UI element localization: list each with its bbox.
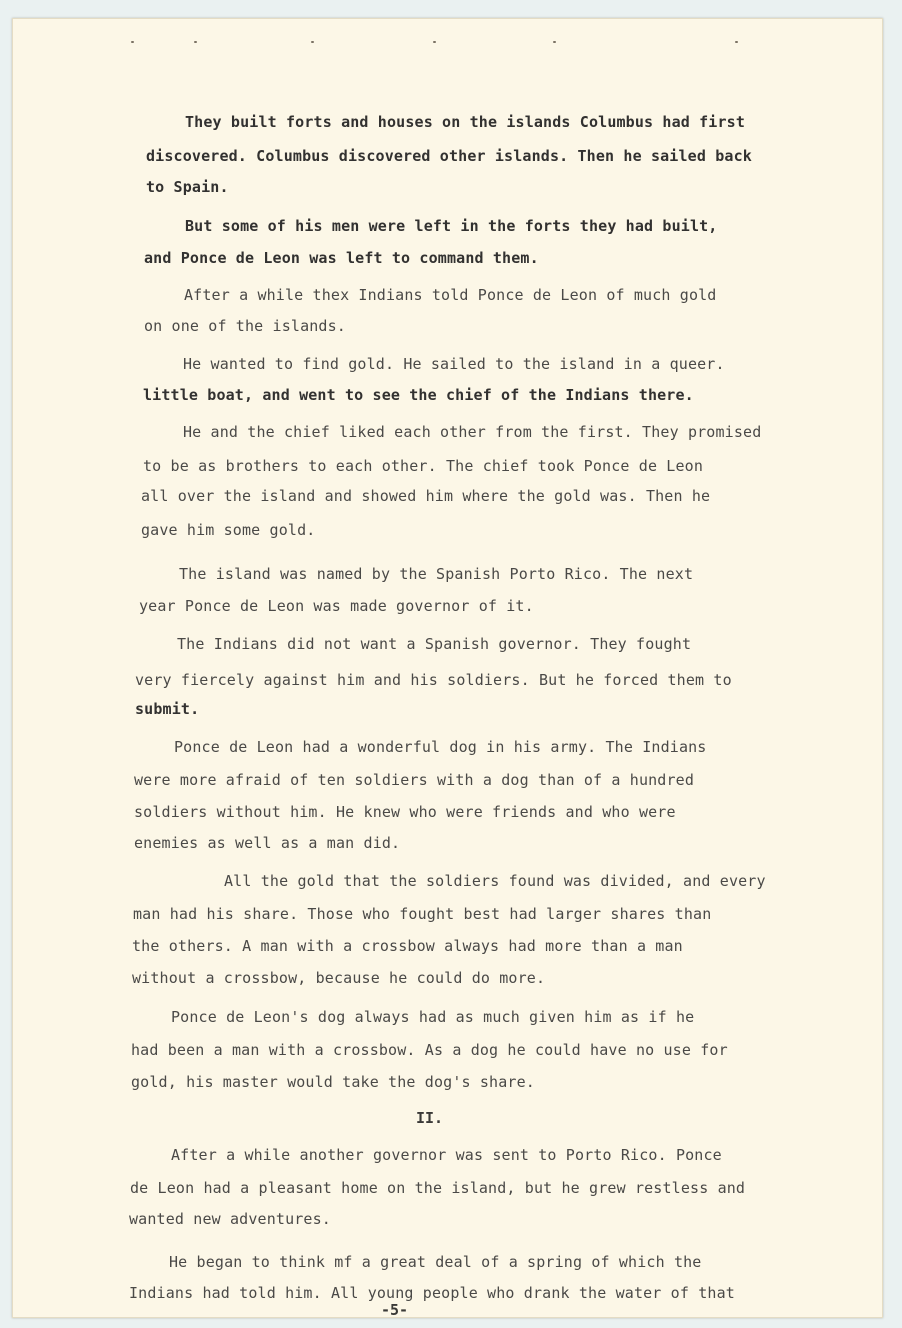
text-line: de Leon had a pleasant home on the island, but he grew restless and	[130, 1179, 746, 1197]
text-line: little boat, and went to see the chief of the Indians there.	[143, 386, 694, 404]
text-line: had been a man with a crossbow. As a dog he could have no use for	[131, 1041, 728, 1059]
section-heading: II.	[416, 1109, 444, 1127]
text-line: After a while thex Indians told Ponce de Leon of much gold	[184, 286, 717, 304]
text-line: man had his share. Those who fought best had larger shares than	[133, 905, 712, 923]
text-line: He began to think mf a great deal of a spring of which the	[169, 1253, 702, 1271]
text-line: All the gold that the soldiers found was divided, and every	[224, 872, 766, 890]
text-line: soldiers without him. He knew who were friends and who were	[134, 803, 676, 821]
text-line: He and the chief liked each other from the first. They promised	[183, 423, 762, 441]
text-line: gold, his master would take the dog's share.	[131, 1073, 535, 1091]
text-line: He wanted to find gold. He sailed to the island in a queer.	[183, 355, 725, 373]
text-line: year Ponce de Leon was made governor of it.	[139, 597, 534, 615]
text-line: Indians had told him. All young people who drank the water of that	[129, 1284, 735, 1302]
text-line: gave him some gold.	[141, 521, 316, 539]
text-line: enemies as well as a man did.	[134, 834, 401, 852]
text-line: The island was named by the Spanish Porto Rico. The next	[179, 565, 694, 583]
text-line: submit.	[135, 700, 200, 718]
text-line: the others. A man with a crossbow always had more than a man	[132, 937, 683, 955]
text-line: discovered. Columbus discovered other islands. Then he sailed back	[146, 147, 752, 165]
text-line: After a while another governor was sent to Porto Rico. Ponce	[171, 1146, 722, 1164]
text-line: But some of his men were left in the forts they had built,	[185, 217, 718, 235]
text-line: Ponce de Leon had a wonderful dog in his army. The Indians	[174, 738, 707, 756]
text-line: They built forts and houses on the islands Columbus had first	[185, 113, 746, 131]
text-line: very fiercely against him and his soldiers. But he forced them to	[135, 671, 732, 689]
text-line: wanted new adventures.	[129, 1210, 331, 1228]
typed-text	[13, 19, 882, 1317]
text-line: all over the island and showed him where the gold was. Then he	[141, 487, 711, 505]
page-number: -5-	[381, 1301, 409, 1319]
text-line: were more afraid of ten soldiers with a dog than of a hundred	[134, 771, 695, 789]
text-line: and Ponce de Leon was left to command them.	[144, 249, 539, 267]
text-line: without a crossbow, because he could do more.	[132, 969, 546, 987]
text-line: The Indians did not want a Spanish governor. They fought	[177, 635, 692, 653]
text-line: on one of the islands.	[144, 317, 346, 335]
text-line: to be as brothers to each other. The chief took Ponce de Leon	[143, 457, 704, 475]
text-line: to Spain.	[146, 178, 229, 196]
document-page	[12, 18, 883, 1318]
text-line: Ponce de Leon's dog always had as much given him as if he	[171, 1008, 695, 1026]
